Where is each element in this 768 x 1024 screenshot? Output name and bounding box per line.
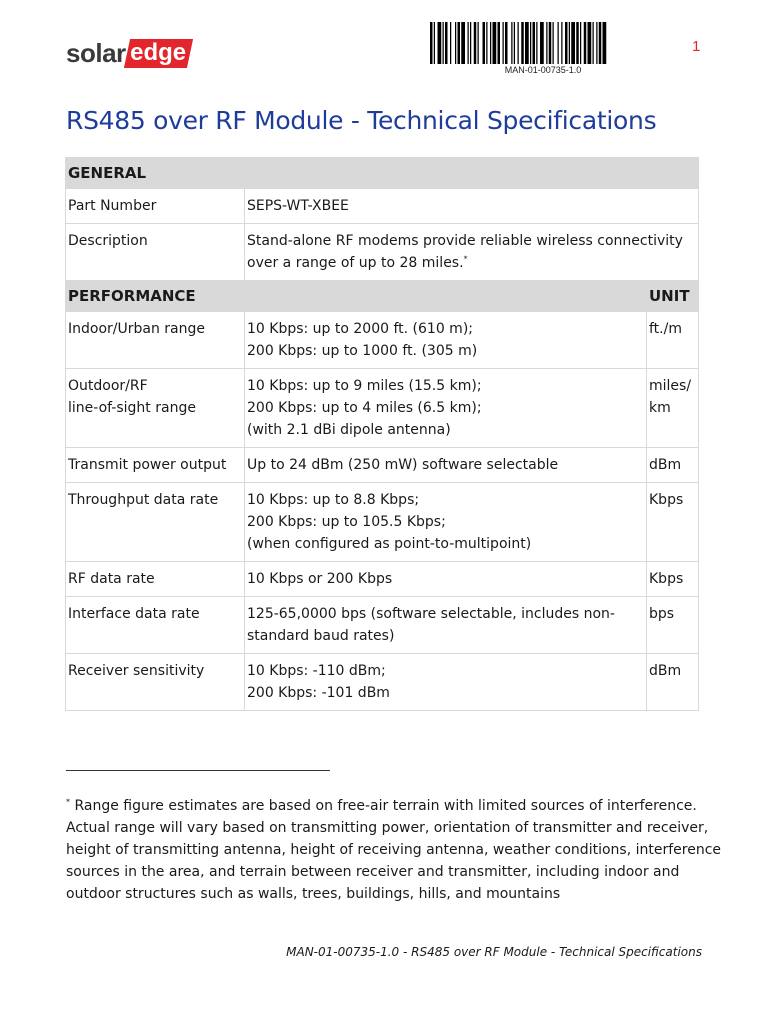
table-row bbox=[66, 369, 699, 448]
row-value-line: 200 Kbps: up to 4 miles (6.5 km); bbox=[247, 400, 482, 416]
barcode-bar bbox=[455, 22, 456, 64]
row-value-line: 10 Kbps: up to 8.8 Kbps; bbox=[247, 492, 420, 508]
table-row bbox=[66, 483, 699, 562]
row-value-line: (with 2.1 dBi dipole antenna) bbox=[247, 422, 451, 438]
row-label bbox=[66, 654, 245, 711]
table-row-part-number bbox=[66, 189, 699, 224]
footnote bbox=[66, 795, 726, 905]
row-unit bbox=[647, 654, 699, 711]
barcode-bar bbox=[498, 22, 501, 64]
row-unit-line: Kbps bbox=[649, 492, 684, 508]
barcode-bar bbox=[490, 22, 491, 64]
barcode-bar bbox=[596, 22, 597, 64]
barcode-bar bbox=[443, 22, 444, 64]
row-label-line: Transmit power output bbox=[68, 457, 227, 473]
barcode-bar bbox=[493, 22, 497, 64]
footnote-divider bbox=[66, 770, 330, 771]
table-row-description bbox=[66, 224, 699, 281]
row-unit-line: dBm bbox=[649, 457, 682, 473]
row-unit bbox=[647, 483, 699, 562]
barcode-bar bbox=[486, 22, 487, 64]
table-row bbox=[66, 312, 699, 369]
row-unit bbox=[647, 312, 699, 369]
barcode-bar bbox=[521, 22, 524, 64]
unit-heading: UNIT bbox=[647, 281, 699, 312]
logo-text-solar: solar bbox=[66, 37, 126, 68]
barcode-bar bbox=[576, 22, 579, 64]
barcode-bar bbox=[599, 22, 602, 64]
table-row bbox=[66, 597, 699, 654]
barcode-bar bbox=[536, 22, 537, 64]
row-value bbox=[245, 369, 647, 448]
row-label-line: Receiver sensitivity bbox=[68, 663, 205, 679]
barcode-bar bbox=[561, 22, 562, 64]
row-label bbox=[66, 369, 245, 448]
row-unit-line: miles/ bbox=[649, 378, 692, 394]
row-unit bbox=[647, 562, 699, 597]
barcode-bar bbox=[584, 22, 587, 64]
row-label: Description bbox=[66, 224, 245, 281]
barcode-bar bbox=[533, 22, 536, 64]
row-unit-line: km bbox=[649, 400, 671, 416]
row-value-line: 10 Kbps or 200 Kbps bbox=[247, 571, 393, 587]
barcode-bar bbox=[450, 22, 451, 64]
barcode-bar bbox=[525, 22, 529, 64]
footnote-marker: * bbox=[463, 254, 468, 264]
barcode-bar bbox=[565, 22, 568, 64]
description-text: Stand-alone RF modems provide reliable wireless connectivity over a range of up to 28 miles. bbox=[247, 233, 683, 271]
row-label bbox=[66, 483, 245, 562]
barcode-bar bbox=[558, 22, 559, 64]
barcode-bar bbox=[503, 22, 504, 64]
row-label bbox=[66, 597, 245, 654]
logo-text-edge: edge bbox=[124, 39, 193, 68]
barcode-bar bbox=[470, 22, 471, 64]
barcode-bar bbox=[483, 22, 486, 64]
barcode-bar bbox=[593, 22, 594, 64]
row-value-line: (when configured as point-to-multipoint) bbox=[247, 536, 532, 552]
row-value-line: 200 Kbps: up to 105.5 Kbps; bbox=[247, 514, 446, 530]
row-value bbox=[245, 562, 647, 597]
barcode-bar bbox=[514, 22, 515, 64]
barcode-bar bbox=[530, 22, 531, 64]
row-value-line: 200 Kbps: -101 dBm bbox=[247, 685, 390, 701]
row-value-line: 125-65,0000 bps (software selectable, includes non-standard baud rates) bbox=[247, 606, 615, 644]
row-unit-line: dBm bbox=[649, 663, 682, 679]
row-value-line: 200 Kbps: up to 1000 ft. (305 m) bbox=[247, 343, 478, 359]
row-unit bbox=[647, 597, 699, 654]
barcode-bar bbox=[580, 22, 581, 64]
barcode-bar bbox=[511, 22, 512, 64]
row-value bbox=[245, 483, 647, 562]
barcode-bar bbox=[603, 22, 607, 64]
spec-table bbox=[65, 157, 699, 711]
barcode-bar bbox=[468, 22, 469, 64]
solaredge-logo bbox=[66, 38, 190, 68]
section-heading-general: GENERAL bbox=[66, 158, 245, 189]
row-unit bbox=[647, 448, 699, 483]
row-label: Part Number bbox=[66, 189, 245, 224]
barcode-bar bbox=[505, 22, 508, 64]
row-label-line: Indoor/Urban range bbox=[68, 321, 205, 337]
barcode-bar bbox=[458, 22, 461, 64]
table-row bbox=[66, 654, 699, 711]
barcode-label: MAN-01-00735-1.0 bbox=[504, 65, 582, 75]
row-value-line: Up to 24 dBm (250 mW) software selectable bbox=[247, 457, 559, 473]
row-value-line: 10 Kbps: up to 2000 ft. (610 m); bbox=[247, 321, 473, 337]
barcode-bar bbox=[438, 22, 442, 64]
row-value-line: 10 Kbps: up to 9 miles (15.5 km); bbox=[247, 378, 482, 394]
table-row bbox=[66, 562, 699, 597]
barcode-bar bbox=[430, 22, 433, 64]
footnote-text: Range figure estimates are based on free-air terrain with limited sources of interference. Actual range will vary based on transmitting power, orientation of transmitter and receiver, height of transmitting antenna, height of receiving antenna, weather conditions, interference sources in the area, and terrain between receiver and transmitter, including indoor and outdoor structures such as walls, trees, buildings, hills, and mountains bbox=[66, 798, 721, 902]
row-value bbox=[245, 448, 647, 483]
page-number: 1 bbox=[692, 38, 701, 55]
row-value-line: 10 Kbps: -110 dBm; bbox=[247, 663, 386, 679]
barcode-bar bbox=[588, 22, 592, 64]
barcode-bar bbox=[549, 22, 552, 64]
row-unit-line: bps bbox=[649, 606, 675, 622]
document-barcode bbox=[430, 22, 656, 75]
section-header-performance bbox=[66, 281, 699, 312]
row-label-line: Throughput data rate bbox=[68, 492, 219, 508]
table-row bbox=[66, 448, 699, 483]
barcode-bar bbox=[546, 22, 547, 64]
row-value: SEPS-WT-XBEE bbox=[245, 189, 699, 224]
barcode-bar bbox=[553, 22, 554, 64]
row-unit-line: Kbps bbox=[649, 571, 684, 587]
page-title: RS485 over RF Module - Technical Specifications bbox=[66, 106, 657, 135]
barcode-bar bbox=[571, 22, 575, 64]
row-value bbox=[245, 224, 699, 281]
barcode-bar bbox=[569, 22, 570, 64]
barcode-bar bbox=[461, 22, 465, 64]
section-header-general bbox=[66, 158, 699, 189]
section-header-blank bbox=[245, 158, 699, 189]
row-unit bbox=[647, 369, 699, 448]
barcode-bar bbox=[474, 22, 477, 64]
row-label bbox=[66, 312, 245, 369]
barcode-bar bbox=[518, 22, 519, 64]
row-value bbox=[245, 312, 647, 369]
barcode-bar bbox=[445, 22, 448, 64]
row-unit-line: ft./m bbox=[649, 321, 682, 337]
footnote-mark: * bbox=[66, 797, 70, 807]
page-footer: MAN-01-00735-1.0 - RS485 over RF Module - Technical Specifications bbox=[286, 945, 702, 959]
barcode-bar bbox=[478, 22, 479, 64]
row-label bbox=[66, 448, 245, 483]
barcode-graphic bbox=[430, 22, 656, 64]
section-heading-performance: PERFORMANCE bbox=[66, 281, 647, 312]
row-label-line: Outdoor/RF bbox=[68, 378, 148, 394]
barcode-bar bbox=[540, 22, 544, 64]
row-label-line: Interface data rate bbox=[68, 606, 200, 622]
row-value bbox=[245, 597, 647, 654]
row-label-line: line-of-sight range bbox=[68, 400, 196, 416]
row-label-line: RF data rate bbox=[68, 571, 155, 587]
row-value bbox=[245, 654, 647, 711]
barcode-bar bbox=[434, 22, 435, 64]
row-label bbox=[66, 562, 245, 597]
